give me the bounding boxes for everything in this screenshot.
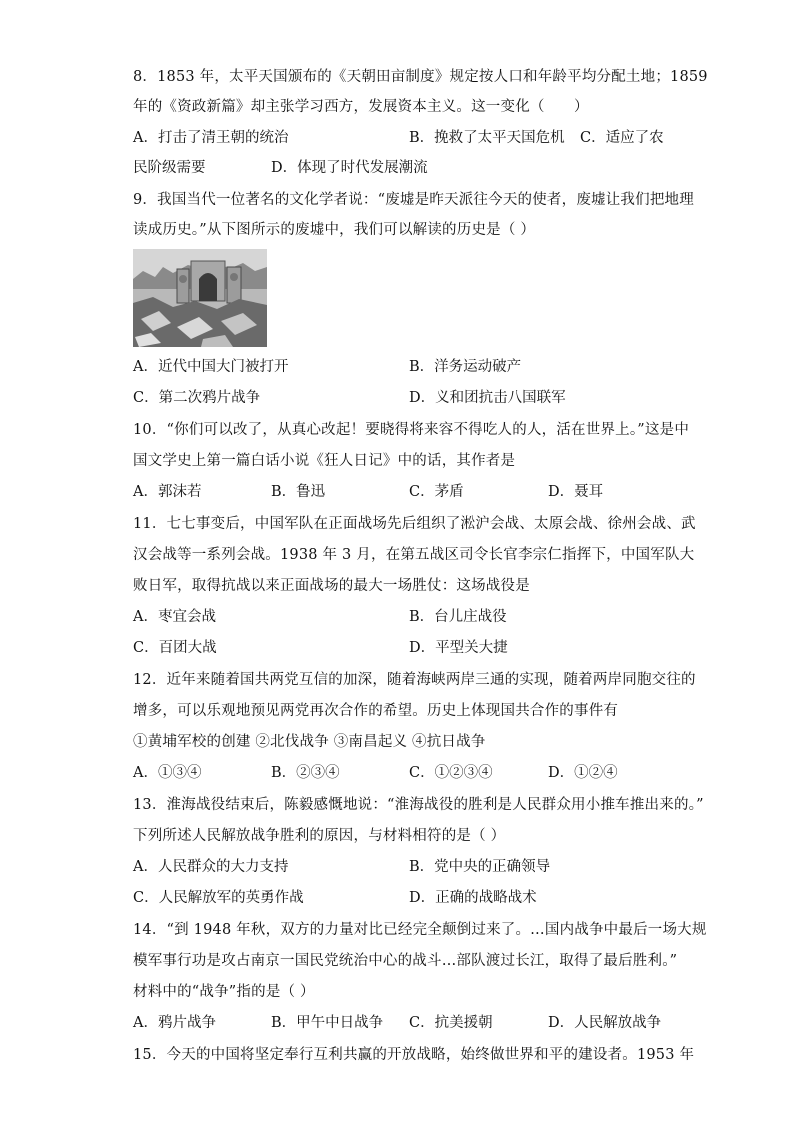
q10-stem-line-1: 10．“你们可以改了，从真心改起！要晓得将来容不得吃人的人，活在世界上。”这是中	[133, 422, 690, 438]
q11-option-d[interactable]: D．平型关大捷	[409, 640, 508, 656]
q11-stem-line-3: 败日军，取得抗战以来正面战场的最大一场胜仗：这场战役是	[133, 578, 530, 594]
q14-option-b[interactable]: B．甲午中日战争	[271, 1015, 384, 1031]
q9-stem-line-2: 读成历史。”从下图所示的废墟中，我们可以解读的历史是（ ）	[133, 222, 536, 238]
q14-option-a[interactable]: A．鸦片战争	[133, 1015, 216, 1031]
q9-option-d[interactable]: D．义和团抗击八国联军	[409, 390, 566, 406]
q14-option-d[interactable]: D．人民解放战争	[548, 1015, 662, 1031]
ruins-photo	[133, 249, 267, 347]
q10-option-d[interactable]: D．聂耳	[548, 484, 604, 500]
q10-option-c[interactable]: C．茅盾	[409, 484, 464, 500]
q9-option-b[interactable]: B．洋务运动破产	[409, 359, 522, 375]
q10-stem-line-2: 国文学史上第一篇白话小说《狂人日记》中的话，其作者是	[133, 453, 516, 469]
q10-option-b[interactable]: B．鲁迅	[271, 484, 326, 500]
q12-option-a[interactable]: A．①③④	[133, 765, 202, 781]
q11-option-a[interactable]: A．枣宜会战	[133, 609, 216, 625]
q8-option-c-part-2[interactable]: 民阶级需要	[133, 160, 206, 176]
q9-stem-line-1: 9．我国当代一位著名的文化学者说：“废墟是昨天派往今天的使者，废墟让我们把地理	[133, 192, 694, 208]
q11-stem-line-2: 汉会战等一系列会战。1938 年 3 月，在第五战区司令长官李宗仁指挥下，中国军队大	[133, 547, 695, 563]
q11-stem-line-1: 11．七七事变后，中国军队在正面战场先后组织了淞沪会战、太原会战、徐州会战、武	[133, 516, 696, 532]
q13-option-d[interactable]: D．正确的战略战术	[409, 890, 537, 906]
q12-option-b[interactable]: B．②③④	[271, 765, 340, 781]
q11-option-c[interactable]: C．百团大战	[133, 640, 217, 656]
q12-stem-line-2: 增多，可以乐观地预见两党再次合作的希望。历史上体现国共合作的事件有	[133, 703, 619, 719]
q9-option-c[interactable]: C．第二次鸦片战争	[133, 390, 261, 406]
q12-option-c[interactable]: C．①②③④	[409, 765, 493, 781]
q9-option-a[interactable]: A．近代中国大门被打开	[133, 359, 289, 375]
q11-option-b[interactable]: B．台儿庄战役	[409, 609, 507, 625]
q14-stem-line-3: 材料中的“战争”指的是（ ）	[133, 984, 315, 1000]
ruins-illustration	[133, 249, 267, 347]
q13-option-c[interactable]: C．人民解放军的英勇作战	[133, 890, 304, 906]
q10-option-a[interactable]: A．郭沫若	[133, 484, 202, 500]
q8-stem-line-1: 8．1853 年，太平天国颁布的《天朝田亩制度》规定按人口和年龄平均分配土地；1859	[133, 69, 708, 85]
q8-option-d[interactable]: D．体现了时代发展潮流	[271, 160, 428, 176]
q13-option-a[interactable]: A．人民群众的大力支持	[133, 859, 289, 875]
q12-stem-line-1: 12．近年来随着国共两党互信的加深，随着海峡两岸三通的实现，随着两岸同胞交往的	[133, 672, 696, 688]
q8-option-b[interactable]: B．挽救了太平天国危机	[409, 130, 565, 146]
q13-stem-line-1: 13．淮海战役结束后，陈毅感慨地说：“淮海战役的胜利是人民群众用小推车推出来的。”	[133, 797, 704, 813]
q13-option-b[interactable]: B．党中央的正确领导	[409, 859, 551, 875]
q8-option-a[interactable]: A．打击了清王朝的统治	[133, 130, 289, 146]
q14-stem-line-2: 模军事行功是攻占南京一国民党统治中心的战斗…部队渡过长江，取得了最后胜利。”	[133, 953, 678, 969]
q14-option-c[interactable]: C．抗美援朝	[409, 1015, 493, 1031]
q8-option-c-part-1[interactable]: C．适应了农	[580, 130, 664, 146]
q14-stem-line-1: 14．“到 1948 年秋，双方的力量对比已经完全颠倒过来了。…国内战争中最后一场大规	[133, 922, 707, 938]
q13-stem-line-2: 下列所述人民解放战争胜利的原因，与材料相符的是（ ）	[133, 828, 506, 844]
q15-stem-line-1: 15．今天的中国将坚定奉行互利共赢的开放战略，始终做世界和平的建设者。1953 年	[133, 1047, 695, 1063]
q12-option-d[interactable]: D．①②④	[548, 765, 618, 781]
q12-events-list: ①黄埔军校的创建 ②北伐战争 ③南昌起义 ④抗日战争	[133, 734, 486, 750]
q8-stem-line-2: 年的《资政新篇》却主张学习西方，发展资本主义。这一变化（ ）	[133, 99, 589, 115]
